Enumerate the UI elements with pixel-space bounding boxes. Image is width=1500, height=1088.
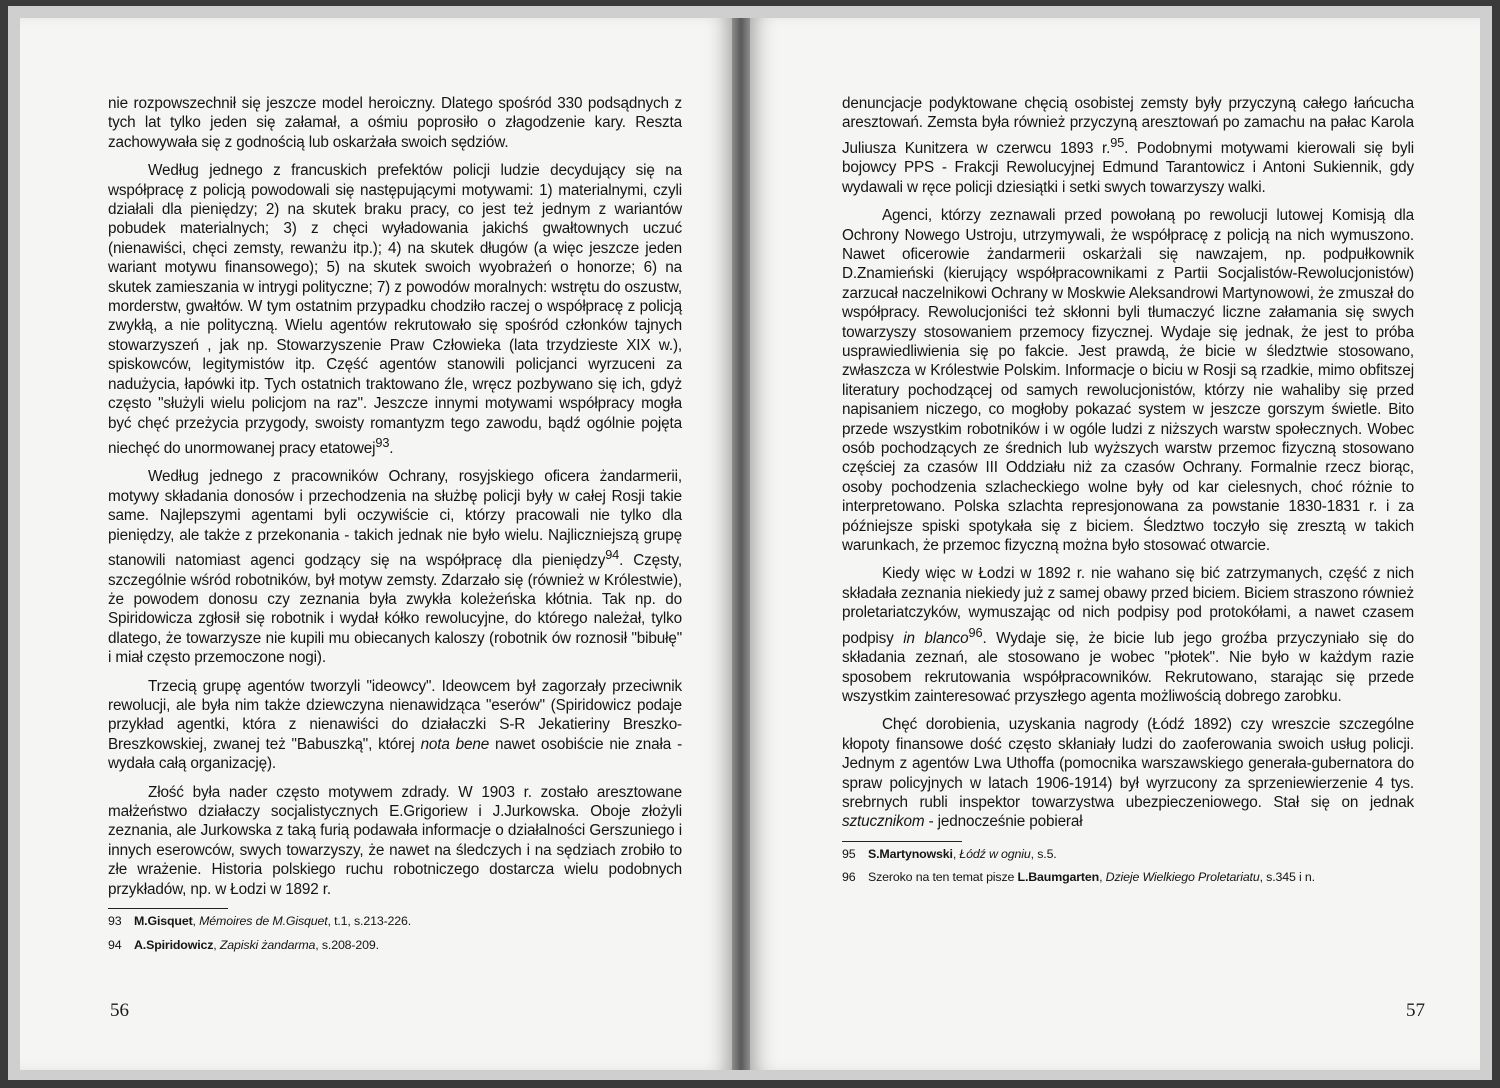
paragraph: Według jednego z francuskich prefektów policji ludzie decydujący się na współpracę z policją powodowali się następującymi motywami: 1) materialnymi, czyli działali dla pieniędzy; 2) na skutek braku pracy, co jest też jednym z wariantów pobudek materialnych; 3) z chęci wyładowania jakichś gwałtownych uczuć (nienawiści, chęci zemsty, rewanżu itp.); 4) na skutek długów (a więc jeszcze jeden wariant motywu finansowego); 5) na skutek swoich wyobrażeń o honorze; 6) na skutek zamieszania w intrygi polityczne; 7) z powodów moralnych: wstrętu do oszustw, morderstw, gwałtów. W tym ostatnim przypadku chodziło raczej o współpracę z policją zwykłą, a nie polityczną. Wielu agentów rekrutowało się spośród członków tajnych stowarzyszeń , jak np. Stowarzyszenie Praw Człowieka (lata trzydzieste XIX w.), spiskowców, legitymistów itp. Część agentów stanowili policjanci wyrzuceni za nadużycia, łapówki itp. Tych ostatnich traktowano źle, wręcz pozbywano się ich, gdyż często "służyli wielu policjom na raz". Jeszcze innymi motywami współpracy mogła być chęć przeżycia przygody, swoisty romantyzm tego zawodu, bądź ogólnie pojęta niechęć do unormowanej pracy etatowej$^{93}$.: [108, 162, 682, 457]
left-page: [20, 18, 732, 1070]
book-gutter: [732, 18, 750, 1070]
paragraph: Według jednego z pracowników Ochrany, rosyjskiego oficera żandarmerii, motywy składania donosów i przechodzenia na służbę policji były w całej Rosji takie same. Najlepszymi agentami byli oczywiście ci, którzy pracowali nie tylko dla pieniędzy, ale także z przekonania - takich jednak nie było wielu. Najliczniejszą grupę stanowili natomiast agenci godzący się na współpracę dla pieniędzy$^{94}$. Częsty, szczególnie wśród robotników, był motyw zemsty. Zdarzało się (również w Królestwie), że powodem donosu czy zeznania była zwykła koleżeńska kłótnia. Tak np. do Spiridowicza zgłosił się robotnik i wydał kółko rewolucyjne, do którego należał, tylko dlatego, że towarzysze nie kupili mu obiecanych kaloszy (robotnik ów roznosił "bibułę" i miał często przemoczone nogi).: [108, 468, 683, 667]
footnote-ref: 94: [605, 547, 620, 563]
paragraph: Trzecią grupę agentów tworzyli "ideowcy". Ideowcem był zagorzały przeciwnik rewolucji, ale była nim także dziewczyna nienawidząca "eserów" (Spiridowicz podaje przykład agentki, która z nienawiści do działaczki S-R Jekatieriny Breszko-Breszkowskiej, zwanej też "Babuszką", której nota bene nawet osobiście nie znała - wydała całą organizację).: [108, 677, 683, 773]
footnote: 95 S.Martynowski, Łódź w ogniu, s.5.: [842, 846, 1057, 861]
scanned-book-spread: [8, 6, 1492, 1080]
page-number: 57: [1406, 1000, 1425, 1021]
footnote-ref: 93: [375, 434, 390, 450]
page-number: 56: [110, 1000, 129, 1021]
right-text-column: [842, 94, 1414, 894]
paragraph: denuncjacje podyktowane chęcią osobistej zemsty były przyczyną całego łańcucha aresztowań. Zemsta była również przyczyną aresztowań po zamachu na pałac Karola Juliusza Kunitzera w czerwcu 1893 r.$^{95}$. Podobnymi motywami kierowali się byli bojowcy PPS - Frakcji Rewolucyjnej Edmund Tarantowicz i Antoni Sukiennik, gdy wydawali w ręce policji dziesiątki i setki swych towarzyszy walki.: [842, 95, 1414, 196]
paragraph: Kiedy więc w Łodzi w 1892 r. nie wahano się bić zatrzymanych, część z nich składała zeznania niekiedy już z samej obawy przed biciem. Biciem straszono również proletariatczyków, wymuszając od nich podpisy pod protokółami, a nawet czasem podpisy in blanco$^{96}$. Wydaje się, że bicie lub jego groźba przyczyniało się do składania zeznań, ale stosowano je wobec "płotek". Nie było w każdym razie sposobem rekrutowania współpracowników. Rekrutowano, starając się przede wszystkim zainteresować przyszłego agenta możliwością dobrego zarobku.: [842, 565, 1414, 705]
right-page: [750, 18, 1480, 1070]
footnote: 93 M.Gisquet, Mémoires de M.Gisquet, t.1, s.213-226.: [108, 914, 412, 929]
footnote-ref: 95: [1110, 134, 1125, 150]
footnote-rule: [108, 908, 228, 909]
paragraph: Chęć dorobienia, uzyskania nagrody (Łódź 1892) czy wreszcie szczególne kłopoty finansowe dość często skłaniały ludzi do zaoferowania swoich usług policji. Jednym z agentów Lwa Uthoffa (pomocnika warszawskiego generała-gubernatora do spraw policyjnych w latach 1906-1914) był wyrzucony za sprzeniewierzenie 4 tys. srebrnych rubli inspektor towarzystwa ubezpieczeniowego. Stał się on jednak sztucznikom - jednocześnie pobierał: [842, 716, 1414, 831]
footnote-rule: [842, 841, 962, 842]
paragraph: Agenci, którzy zeznawali przed powołaną po rewolucji lutowej Komisją dla Ochrony Nowego Ustroju, utrzymywali, że współpracę z policją na nich wymuszono. Nawet oficerowie żandarmerii oskarżali się nawzajem, np. podpułkownik D.Znamieński (kierujący współpracownikami z Partii Socjalistów-Rewolucjonistów) zarzucał naczelnikowi Ochrany w Moskwie Aleksandrowi Martynowowi, że zmuszał do współpracy. Rewolucjoniści też skłonni byli tłumaczyć liczne załamania się swych towarzyszy stosowaniem przemocy fizycznej. Wydaje się jednak, że jest to próba usprawiedliwienia się po fakcie. Jest prawdą, że bicie w śledztwie stosowano, zwłaszcza w Królestwie Polskim. Informacje o biciu w Rosji są rzadkie, mimo obfitszej literatury pochodzącej od samych rewolucjonistów, którzy nie wahaliby się przed napisaniem niczego, co mogłoby pokazać system w jeszcze gorszym świetle. Bito przede wszystkim robotników i w ogóle ludzi z niższych warstw społecznych. Wobec osób pochodzących ze średnich lub wyższych warstw przemoc fizyczną stosowano częściej za czasów III Oddziału niż za czasów Ochrany. Formalnie rzecz biorąc, osoby pochodzenia szlacheckiego wolne były od kar cielesnych, choć różnie to interpretowano. Polska szlachta represjonowana za powstanie 1830-1831 r. i za późniejsze spiski spotykała się z biciem. Śledztwo toczyło się zresztą w takich warunkach, że przemoc fizyczną można było stosować otwarcie.: [842, 207, 1414, 555]
paragraph: Złość była nader często motywem zdrady. W 1903 r. zostało aresztowane małżeństwo działaczy socjalistycznych E.Grigoriew i J.Jurkowska. Oboje złożyli zeznania, ale Jurkowska z taką furią podawała informacje o działalności Gerszuniego i innych eserowców, swych towarzyszy, że nawet na śledczych i na sędziach zrobiło to złe wrażenie. Historia polskiego ruchu robotniczego dostarcza wielu podobnych przykładów, np. w Łodzi w 1892 r.: [108, 783, 682, 898]
paragraph: nie rozpowszechnił się jeszcze model heroiczny. Dlatego spośród 330 podsądnych z tych lat tylko jeden się załamał, a ośmiu poprosiło o złagodzenie kary. Reszta zachowywała się z godnością lub oskarżała swoich sędziów.: [108, 95, 682, 151]
left-text-column: [108, 94, 682, 961]
footnote: 96 Szeroko na ten temat pisze L.Baumgarten, Dzieje Wielkiego Proletariatu, s.345 i n.: [842, 870, 1315, 885]
footnote-ref: 96: [968, 624, 983, 640]
footnote: 94 A.Spiridowicz, Zapiski żandarma, s.208-209.: [108, 937, 379, 952]
